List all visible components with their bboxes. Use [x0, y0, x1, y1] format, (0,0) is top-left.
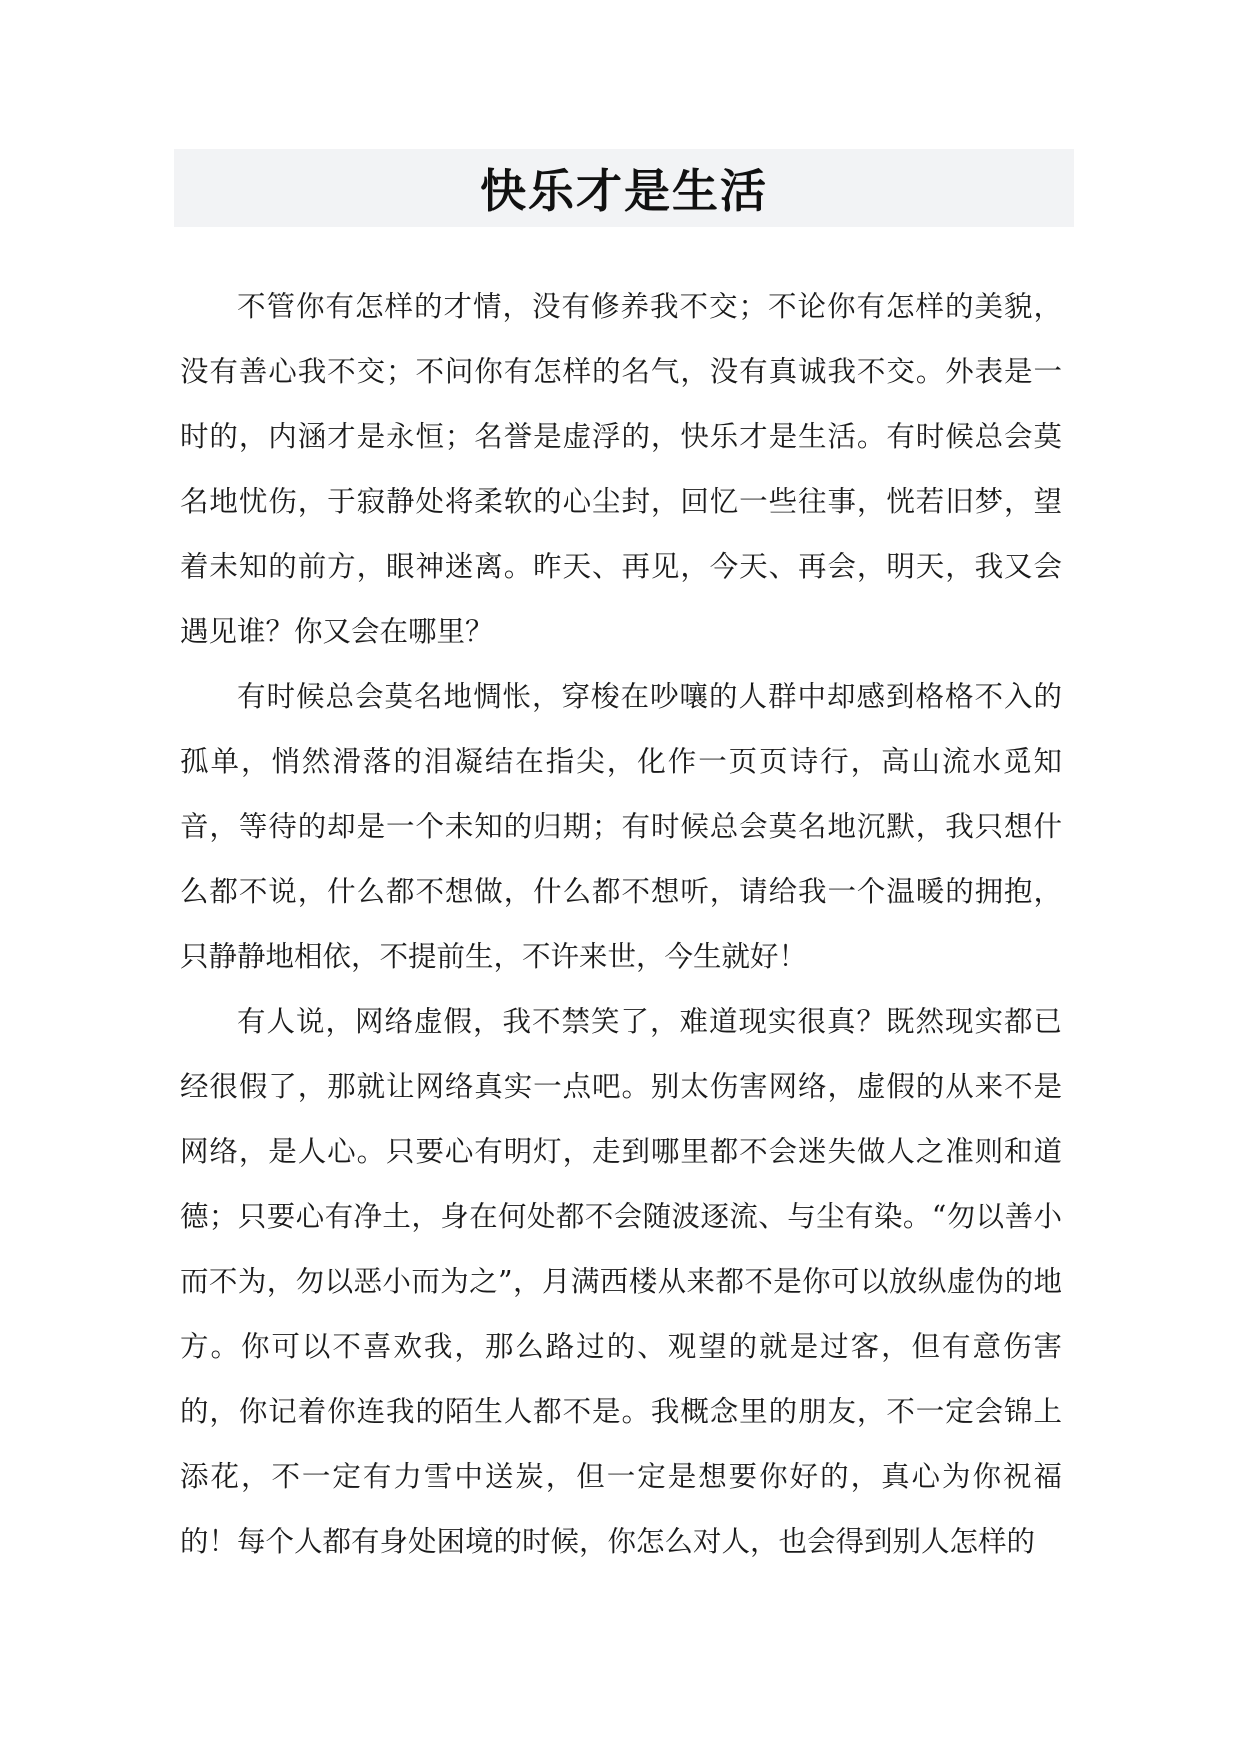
title-banner [174, 149, 1074, 227]
paragraph-3: 有人说，网络虚假，我不禁笑了，难道现实很真？既然现实都已经很假了，那就让网络真实一点吧。别太伤害网络，虚假的从来不是网络，是人心。只要心有明灯，走到哪里都不会迷失做人之准则和道德；只要心有净土，身在何处都不会随波逐流、与尘有染。“勿以善小而不为，勿以恶小而为之”，月满西楼从来都不是你可以放纵虚伪的地方。你可以不喜欢我，那么路过的、观望的就是过客，但有意伤害的，你记着你连我的陌生人都不是。我概念里的朋友，不一定会锦上添花，不一定有力雪中送炭，但一定是想要你好的，真心为你祝福的！每个人都有身处困境的时候，你怎么对人，也会得到别人怎样的 [180, 1005, 1062, 1558]
article-body [180, 274, 1062, 1574]
paragraph-2: 有时候总会莫名地惆怅，穿梭在吵嚷的人群中却感到格格不入的孤单，悄然滑落的泪凝结在指尖，化作一页页诗行，高山流水觅知音，等待的却是一个未知的归期；有时候总会莫名地沉默，我只想什么都不说，什么都不想做，什么都不想听，请给我一个温暖的拥抱，只静静地相依，不提前生，不许来世，今生就好！ [180, 680, 1062, 973]
paragraph-1: 不管你有怎样的才情，没有修养我不交；不论你有怎样的美貌，没有善心我不交；不问你有怎样的名气，没有真诚我不交。外表是一时的，内涵才是永恒；名誉是虚浮的，快乐才是生活。有时候总会莫名地忧伤，于寂静处将柔软的心尘封，回忆一些往事，恍若旧梦，望着未知的前方，眼神迷离。昨天、再见，今天、再会，明天，我又会遇见谁？你又会在哪里？ [180, 290, 1062, 648]
document-title: 快乐才是生活 [480, 164, 768, 218]
